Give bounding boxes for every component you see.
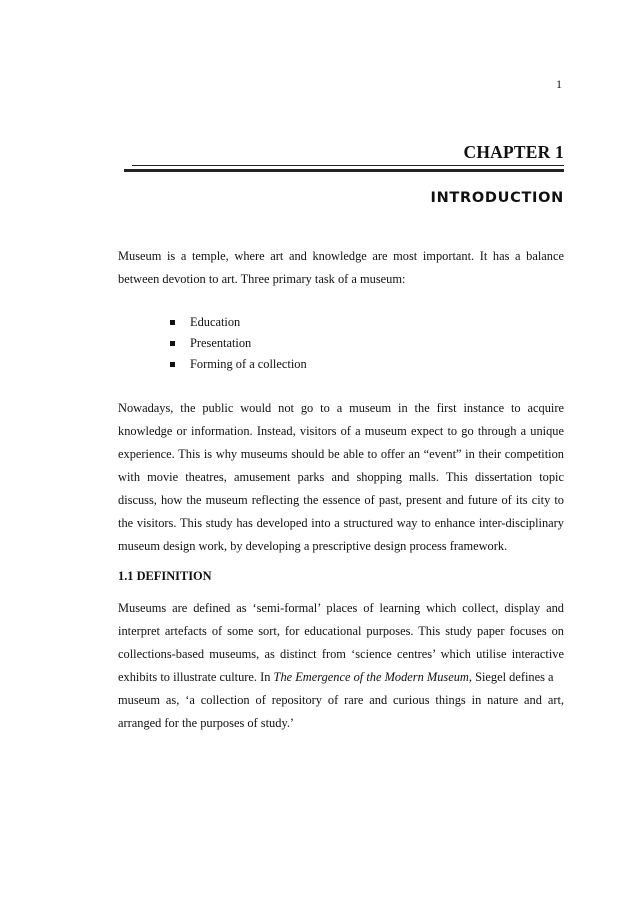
bullet-icon [170,320,175,325]
subheading-definition: 1.1 DEFINITION [118,569,212,583]
list-item-label: Presentation [190,336,252,350]
paragraph-definition [118,597,564,735]
list-item-label: Education [190,315,241,329]
section-title: INTRODUCTION [430,190,564,206]
text-line: interpret artefacts of some sort, for educational purposes. This study paper focuses on [118,624,564,638]
bullet-icon [170,341,175,346]
list-item-label: Forming of a collection [190,357,307,371]
text-line: the visitors. This study has developed into a structured way to enhance inter-disciplinary [118,516,564,530]
text-fragment: Siegel defines a [471,670,554,684]
text-line: museum as, ‘a collection of repository of rare and curious things in nature and art, [118,693,564,707]
text-line: Museums are defined as ‘semi-formal’ places of learning which collect, display and [118,601,564,615]
intro-paragraph [118,245,564,291]
text-line: Nowadays, the public would not go to a museum in the first instance to acquire [118,401,564,415]
text-line: experience. This is why museums should be able to offer an “event” in their competition [118,447,564,461]
text-line: Museum is a temple, where art and knowledge are most important. It has a balance [118,249,564,263]
list-item [170,354,307,375]
list-item [170,312,307,333]
page-number: 1 [556,77,562,91]
chapter-title: CHAPTER 1 [463,142,564,162]
text-line: arranged for the purposes of study.’ [118,716,295,730]
text-line: between devotion to art. Three primary task of a museum: [118,272,406,286]
text-line: knowledge or information. Instead, visitors of a museum expect to go through a unique [118,424,564,438]
text-line: with movie theatres, amusement parks and shopping malls. This dissertation topic [118,470,564,484]
bullet-list [170,312,307,375]
text-fragment: exhibits to illustrate culture. In [118,670,274,684]
divider-thin [132,165,564,166]
divider-thick [124,169,564,172]
book-title: The Emergence of the Modern Museum, [273,670,472,684]
text-line: collections-based museums, as distinct from ‘science centres’ which utilise interactive [118,647,564,661]
paragraph-nowadays [118,397,564,558]
text-line: discuss, how the museum reflecting the essence of past, present and future of its city to [118,493,564,507]
bullet-icon [170,362,175,367]
list-item [170,333,307,354]
text-line: museum design work, by developing a prescriptive design process framework. [118,539,508,553]
text-line [118,666,564,689]
